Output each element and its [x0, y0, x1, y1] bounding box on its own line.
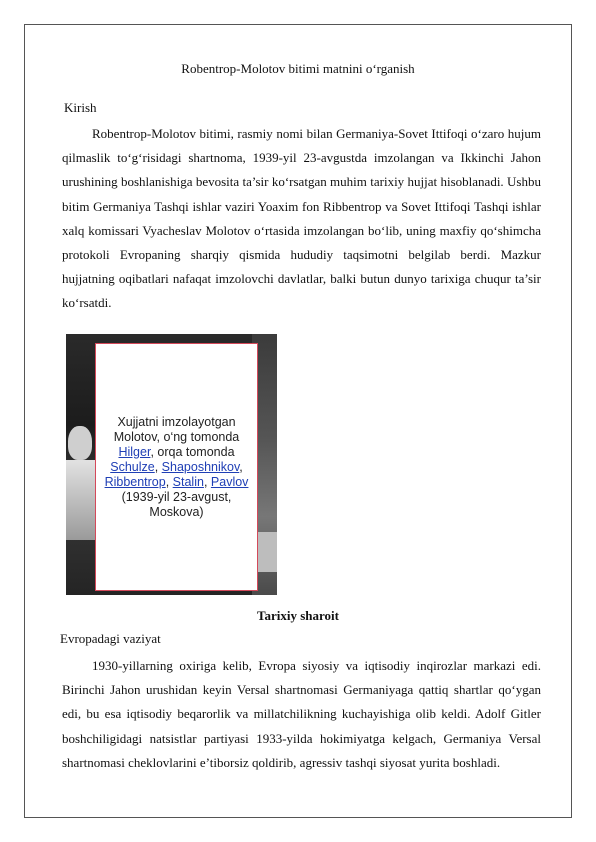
photo-figure-shirt — [66, 460, 96, 540]
section-paragraph: 1930-yillarning oxiriga kelib, Evropa siyosiy va iqtisodiy inqirozlar markazi edi. Birinchi Jahon urushidan keyin Versal shartnomasi Germaniyaga qattiq shartlar qo‘ygan edi, bu esa iqtisodiy beqarorlik va millatchilikning kuchayishiga olib keldi. Adolf Gitler boshchiligidagi natsistlar partiyasi 1933-yilda hokimiyatga kelgach, Germaniya Versal shartnomasi cheklovlarini e’tiborsiz qoldirib, agressiv tashqi siyosat yurita boshladi. — [62, 658, 541, 770]
caption-sep: , — [165, 474, 173, 489]
caption-sep: , — [239, 459, 243, 474]
link-stalin[interactable]: Stalin — [172, 474, 204, 489]
link-ribbentrop[interactable]: Ribbentrop — [104, 474, 166, 489]
link-hilger[interactable]: Hilger — [118, 444, 151, 459]
caption-text-after: (1939-yil 23-avgust, Moskova) — [121, 489, 232, 519]
intro-paragraph: Robentrop-Molotov bitimi, rasmiy nomi bilan Germaniya-Sovet Ittifoqi o‘zaro hujum qilmaslik to‘g‘risidagi shartnoma, 1939-yil 23-avgustda imzolangan va Ikkinchi Jahon urushining boshlanishiga bevosita ta’sir ko‘rsatgan muhim tarixiy hujjat hisoblanadi. Ushbu bitim Germaniya Tashqi ishlar vaziri Yoaxim fon Ribbentrop va Sovet Ittifoqi Tashqi ishlar xalq komissari Vyacheslav Molotov o‘rtasida imzolangan bo‘lib, uning maxfiy qo‘shimcha protokoli Evropaning sharqiy qismida hududiy taqsimotni belgilab berdi. Mazkur hujjatning oqibatlari nafaqat imzolovchi davlatlar, balki butun dunyo tarixiga chuqur ta’sir ko‘rsatdi. — [62, 126, 541, 311]
caption-sep: , — [203, 474, 211, 489]
link-schulze[interactable]: Schulze — [110, 459, 155, 474]
link-pavlov[interactable]: Pavlov — [210, 474, 249, 489]
intro-heading: Kirish — [64, 100, 97, 115]
document-title: Robentrop-Molotov bitimi matnini o‘rganish — [181, 61, 415, 76]
subsection-heading: Evropadagi vaziyat — [60, 631, 161, 646]
section-heading: Tarixiy sharoit — [257, 608, 339, 623]
photo-caption-box — [95, 343, 258, 591]
caption-sep: , — [154, 459, 162, 474]
caption-text-before: Xujjatni imzolayotgan Molotov, o‘ng tomonda — [113, 414, 240, 444]
link-shaposhnikov[interactable]: Shaposhnikov — [161, 459, 240, 474]
photo-figure-head — [68, 426, 92, 460]
photo-caption — [96, 415, 257, 520]
caption-text-mid: , orqa tomonda — [150, 444, 235, 459]
